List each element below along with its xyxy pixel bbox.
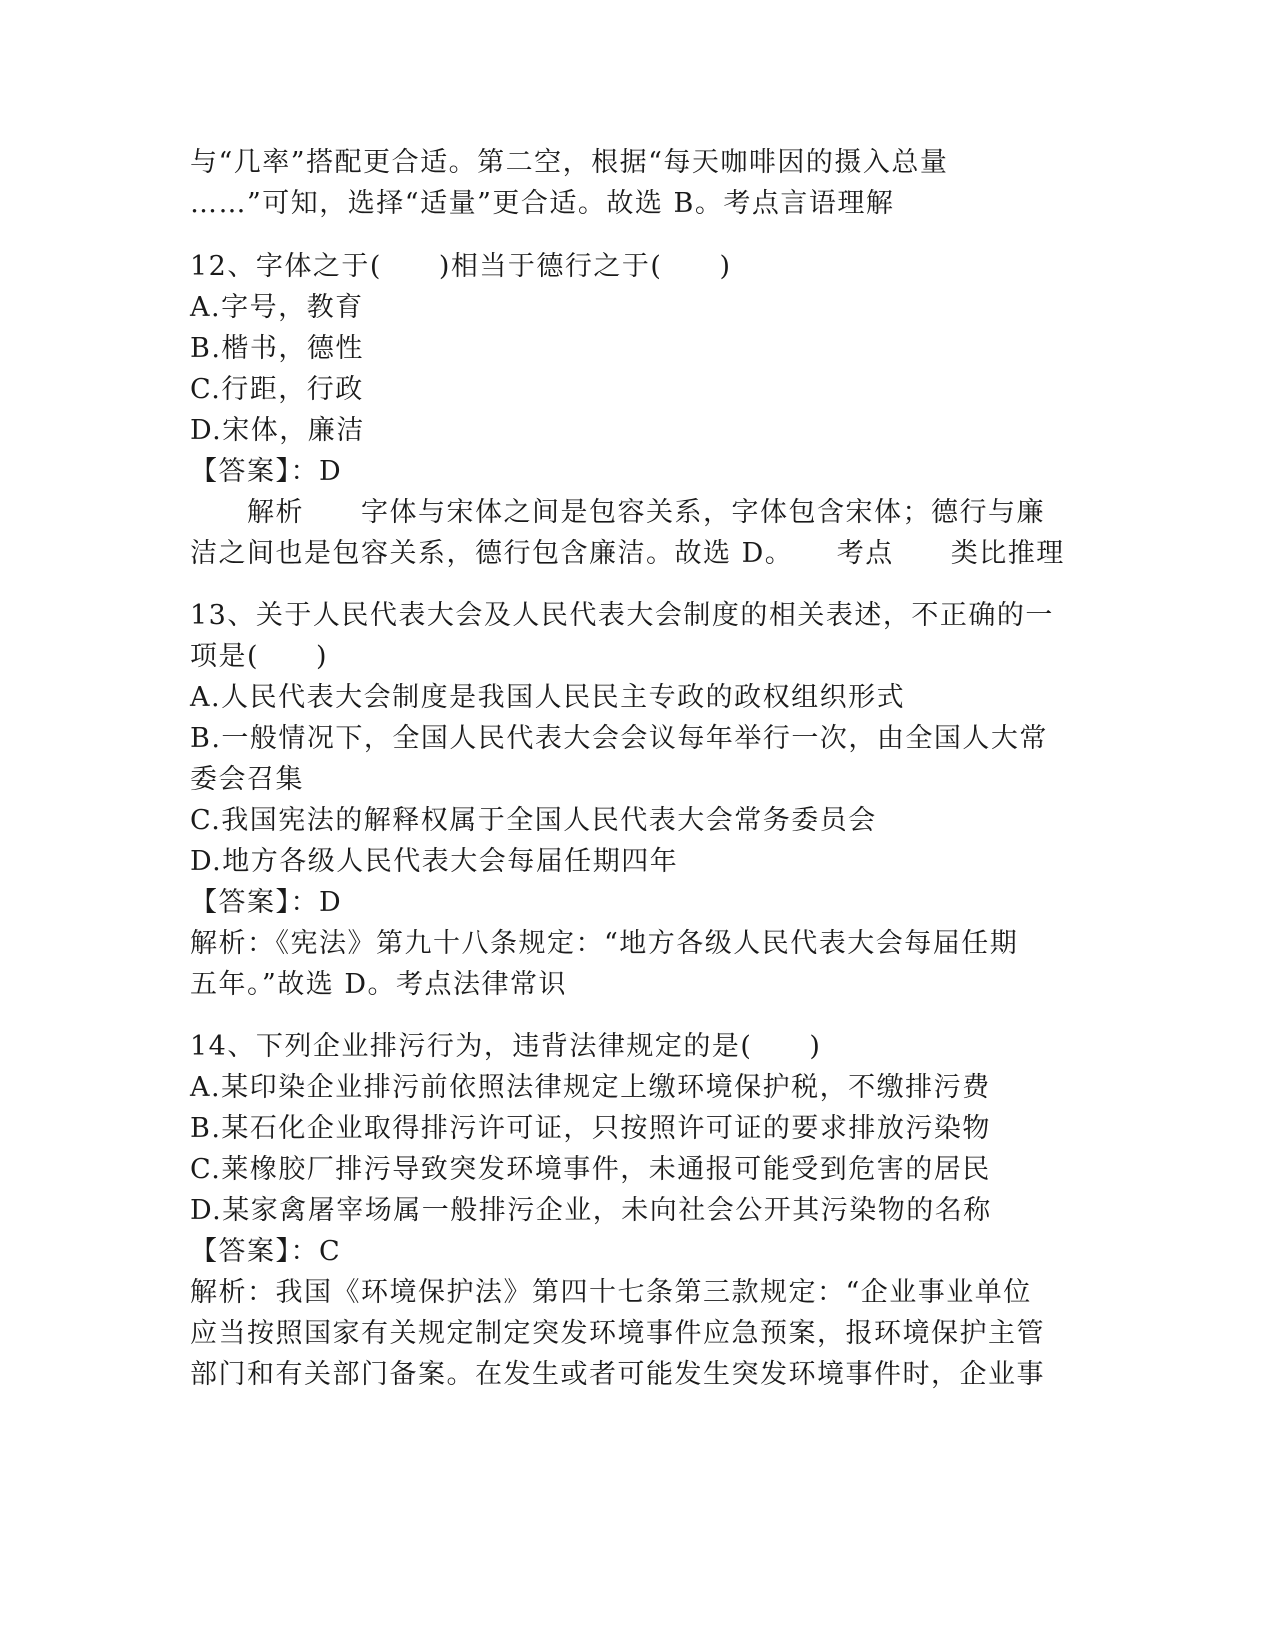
question-13-stem: 项是( ) bbox=[190, 641, 329, 672]
explanation-line: 解析：我国《环境保护法》第四十七条第三款规定：“企业事业单位 bbox=[190, 1277, 1032, 1308]
text-line: 与“几率”搭配更合适。第二空，根据“每天咖啡因的摄入总量 bbox=[190, 147, 949, 178]
question-14-stem: 14、下列企业排污行为，违背法律规定的是( ) bbox=[190, 1031, 822, 1062]
explanation-line: 应当按照国家有关规定制定突发环境事件应急预案，报环境保护主管 bbox=[190, 1318, 1045, 1349]
option-d: D.地方各级人民代表大会每届任期四年 bbox=[190, 846, 679, 877]
answer-label: 【答案】：D bbox=[190, 456, 343, 487]
option-d: D.宋体，廉洁 bbox=[190, 415, 365, 446]
option-a: A.某印染企业排污前依照法律规定上缴环境保护税，不缴排污费 bbox=[190, 1072, 991, 1103]
explanation-line: 五年。”故选 D。考点法律常识 bbox=[190, 969, 568, 1000]
text-line: ……”可知，选择“适量”更合适。故选 B。考点言语理解 bbox=[190, 188, 895, 219]
question-13-stem: 13、关于人民代表大会及人民代表大会制度的相关表述，不正确的一 bbox=[190, 600, 1054, 631]
option-b: B.一般情况下，全国人民代表大会会议每年举行一次，由全国人大常 bbox=[190, 723, 1048, 754]
option-a: A.人民代表大会制度是我国人民民主专政的政权组织形式 bbox=[190, 682, 906, 713]
option-b: B.某石化企业取得排污许可证，只按照许可证的要求排放污染物 bbox=[190, 1113, 991, 1144]
answer-label: 【答案】：C bbox=[190, 1236, 342, 1267]
question-12-stem: 12、字体之于( )相当于德行之于( ) bbox=[190, 251, 732, 282]
option-b: B.楷书，德性 bbox=[190, 333, 364, 364]
explanation-line: 解析：《宪法》第九十八条规定：“地方各级人民代表大会每届任期 bbox=[190, 928, 1019, 959]
explanation-line: 部门和有关部门备案。在发生或者可能发生突发环境事件时，企业事 bbox=[190, 1359, 1045, 1390]
explanation-line: 解析 字体与宋体之间是包容关系，字体包含宋体；德行与廉 bbox=[190, 497, 1045, 528]
answer-label: 【答案】：D bbox=[190, 887, 343, 918]
option-d: D.某家禽屠宰场属一般排污企业，未向社会公开其污染物的名称 bbox=[190, 1195, 992, 1226]
explanation-line: 洁之间也是包容关系，德行包含廉洁。故选 D。 考点 类比推理 bbox=[190, 538, 1065, 569]
option-c: C.我国宪法的解释权属于全国人民代表大会常务委员会 bbox=[190, 805, 877, 836]
option-c: C.行距，行政 bbox=[190, 374, 364, 405]
option-a: A.字号，教育 bbox=[190, 292, 364, 323]
option-c: C.莱橡胶厂排污导致突发环境事件，未通报可能受到危害的居民 bbox=[190, 1154, 991, 1185]
option-b: 委会召集 bbox=[190, 764, 304, 795]
